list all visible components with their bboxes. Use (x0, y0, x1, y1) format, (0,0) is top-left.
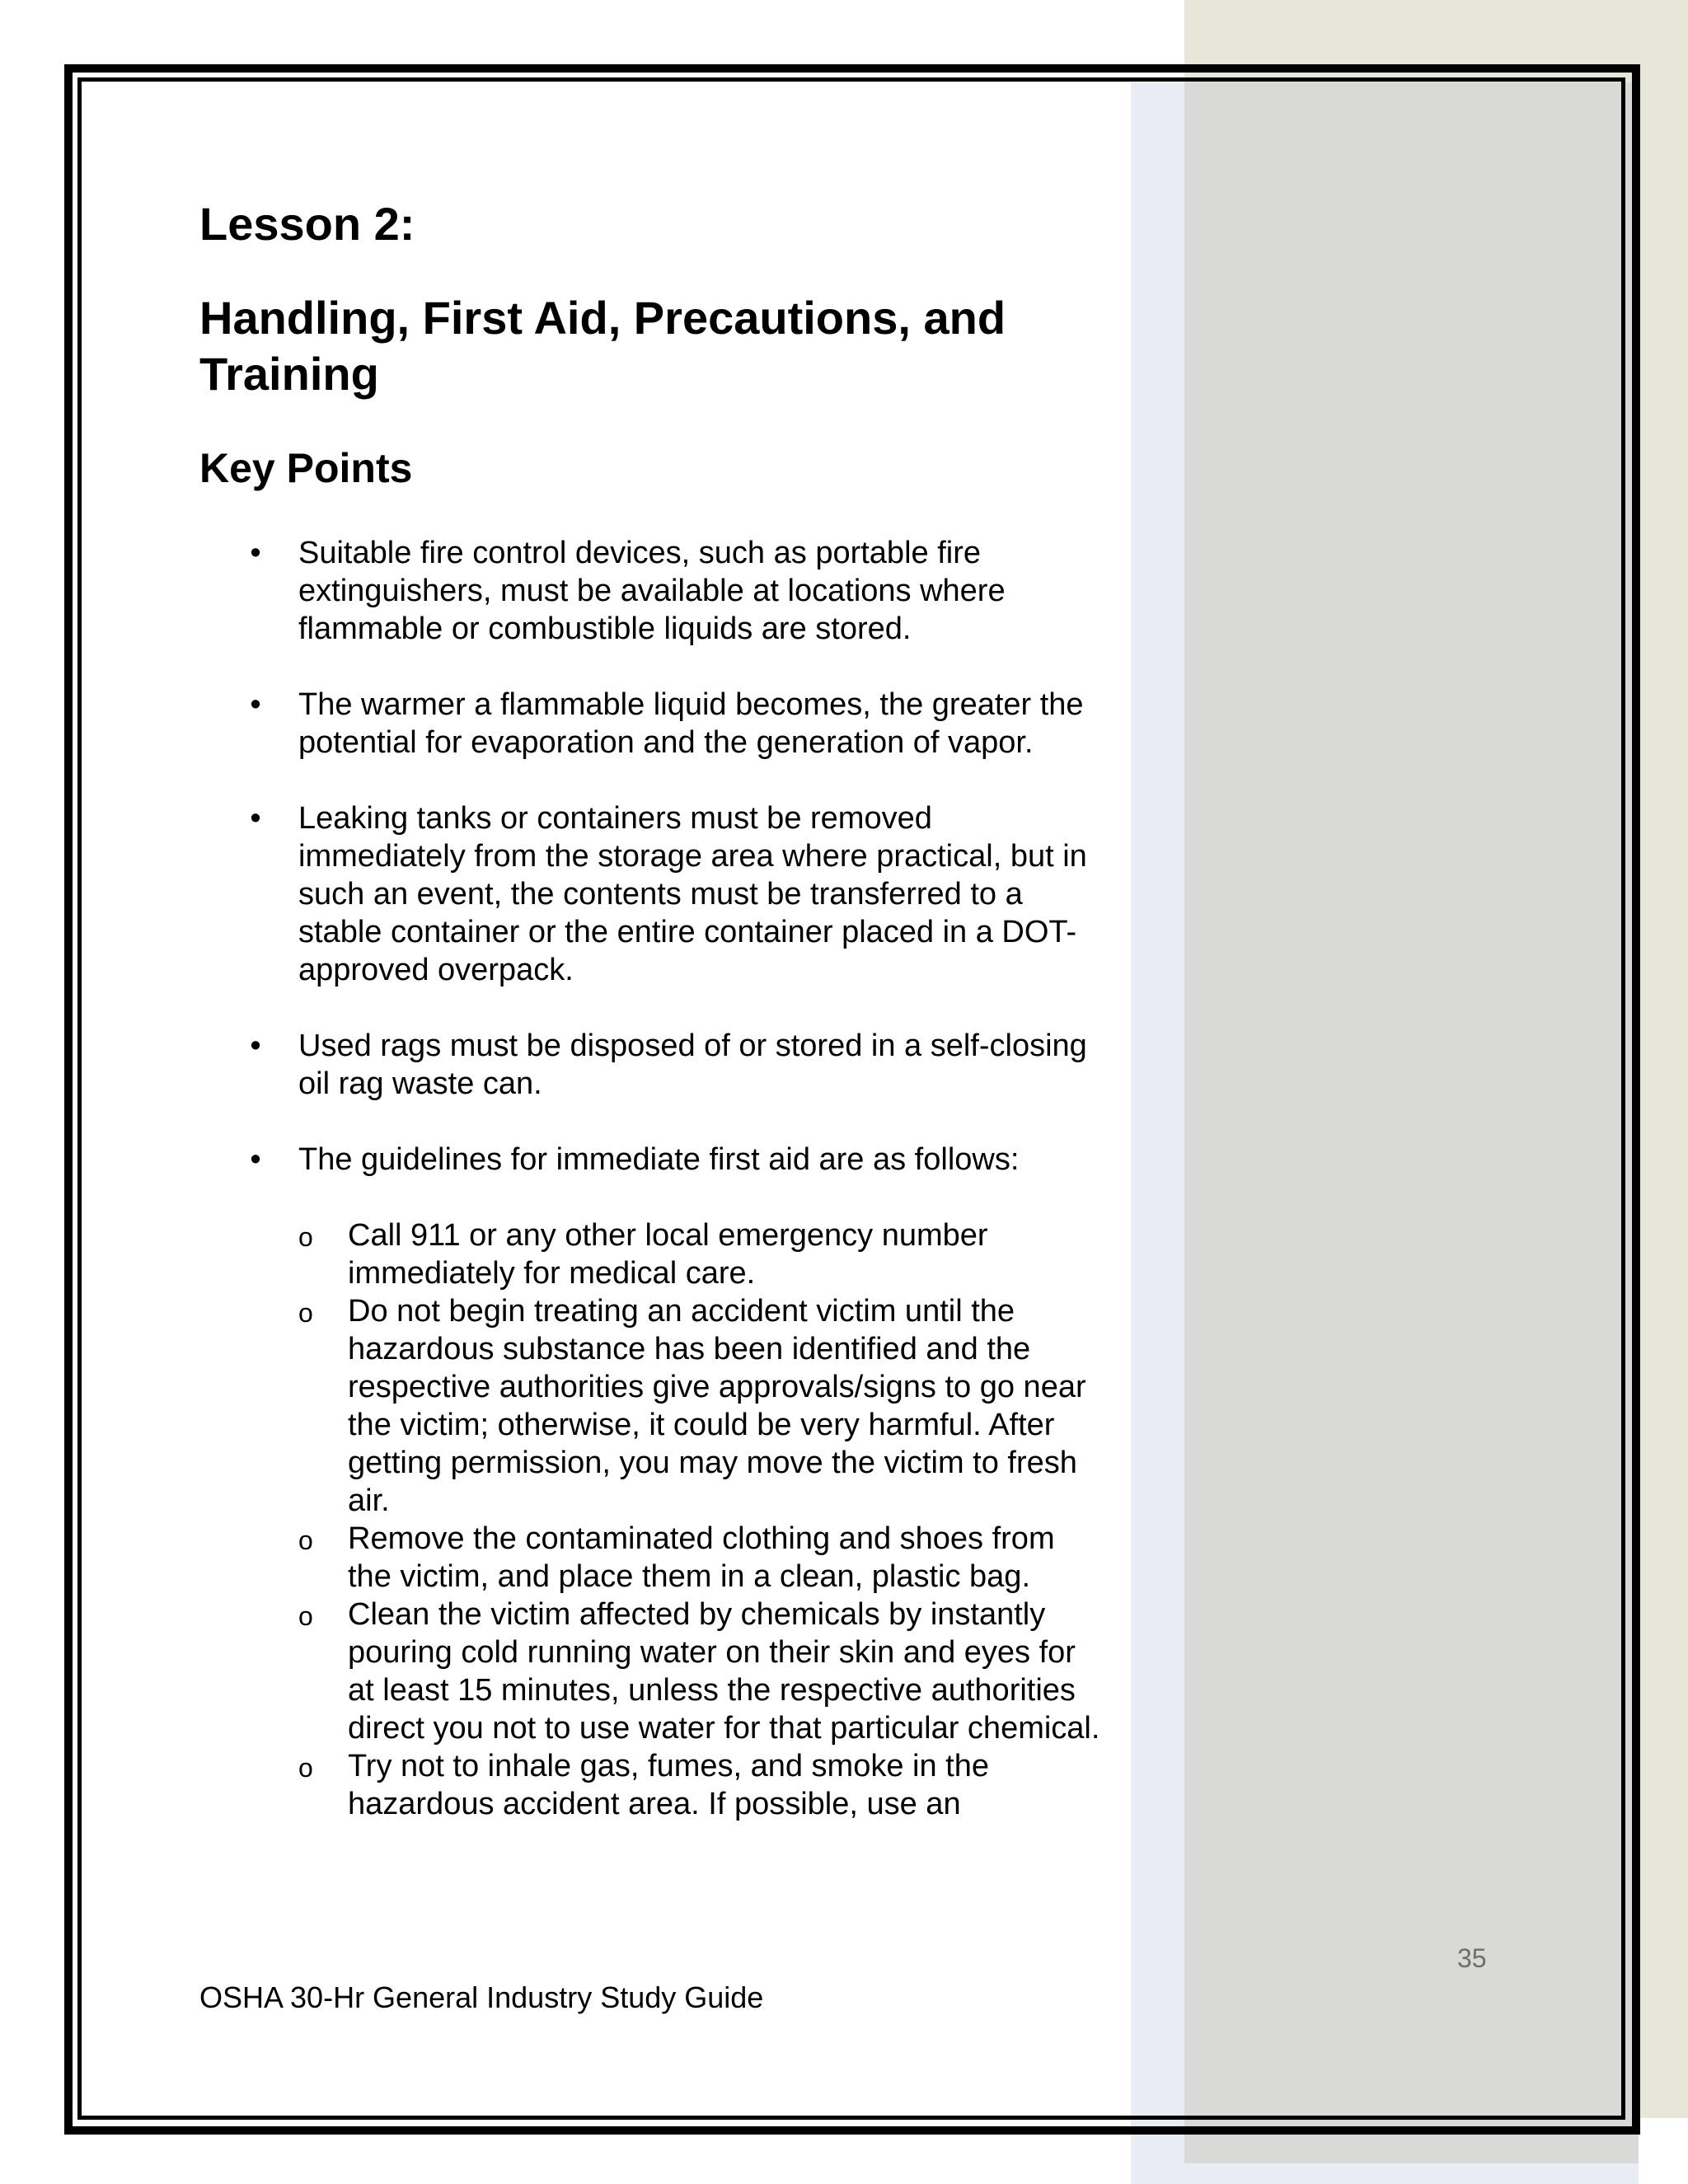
first-aid-item (298, 1747, 1104, 1823)
key-point-item (247, 686, 1104, 762)
bullet-icon: • (250, 1142, 261, 1177)
sub-bullet-icon: o (298, 1753, 313, 1783)
key-point-item (247, 534, 1104, 648)
key-points-list (247, 534, 1104, 1861)
key-point-item (247, 1141, 1104, 1823)
first-aid-item (298, 1292, 1104, 1520)
key-point-text: Suitable fire control devices, such as portable fire extinguishers, must be available at locations where flammable or combustible liquids are stored. (298, 536, 1006, 646)
bullet-icon: • (250, 1029, 261, 1063)
key-point-item (247, 1027, 1104, 1103)
sub-bullet-icon: o (298, 1601, 313, 1631)
first-aid-list (298, 1216, 1104, 1823)
key-point-item (247, 799, 1104, 989)
bullet-icon: • (250, 801, 261, 836)
key-point-text: The warmer a flammable liquid becomes, the greater the potential for evaporation and the generation of vapor. (298, 687, 1084, 760)
first-aid-item (298, 1596, 1104, 1747)
page-number: 35 (1457, 1943, 1487, 1973)
lesson-subtitle: Handling, First Aid, Precautions, and Training (199, 292, 1006, 400)
first-aid-item (298, 1520, 1104, 1596)
bullet-icon: • (250, 536, 261, 570)
first-aid-text: Clean the victim affected by chemicals by instantly pouring cold running water on their skin and eyes for at least 15 minutes, unless the respective authorities direct you not to use water for that particular chemical. (348, 1597, 1100, 1746)
key-point-text: Leaking tanks or containers must be removed immediately from the storage area where practical, but in such an event, the contents must be transferred to a stable container or the entire container placed in a DOT-approved overpack. (298, 801, 1087, 987)
key-point-text: Used rags must be disposed of or stored in a self-closing oil rag waste can. (298, 1029, 1087, 1101)
bullet-icon: • (250, 687, 261, 722)
footer-text: OSHA 30-Hr General Industry Study Guide (199, 1980, 764, 2014)
lesson-title: Lesson 2: (199, 198, 415, 250)
sub-bullet-icon: o (298, 1222, 313, 1252)
first-aid-text: Remove the contaminated clothing and shoes from the victim, and place them in a clean, plastic bag. (348, 1521, 1055, 1594)
first-aid-text: Do not begin treating an accident victim until the hazardous substance has been identified and the respective authorities give approvals/signs to go near the victim; otherwise, it could be very harmful. After getting permission, you may move the victim to fresh air. (348, 1294, 1086, 1518)
key-point-text: The guidelines for immediate first aid are as follows: (298, 1142, 1020, 1177)
first-aid-item (298, 1216, 1104, 1292)
key-points-heading: Key Points (199, 445, 413, 491)
sub-bullet-icon: o (298, 1298, 313, 1328)
sub-bullet-icon: o (298, 1526, 313, 1555)
first-aid-text: Try not to inhale gas, fumes, and smoke in the hazardous accident area. If possible, use an (348, 1749, 989, 1821)
first-aid-text: Call 911 or any other local emergency number immediately for medical care. (348, 1218, 988, 1291)
page-corner (1639, 2118, 1688, 2184)
